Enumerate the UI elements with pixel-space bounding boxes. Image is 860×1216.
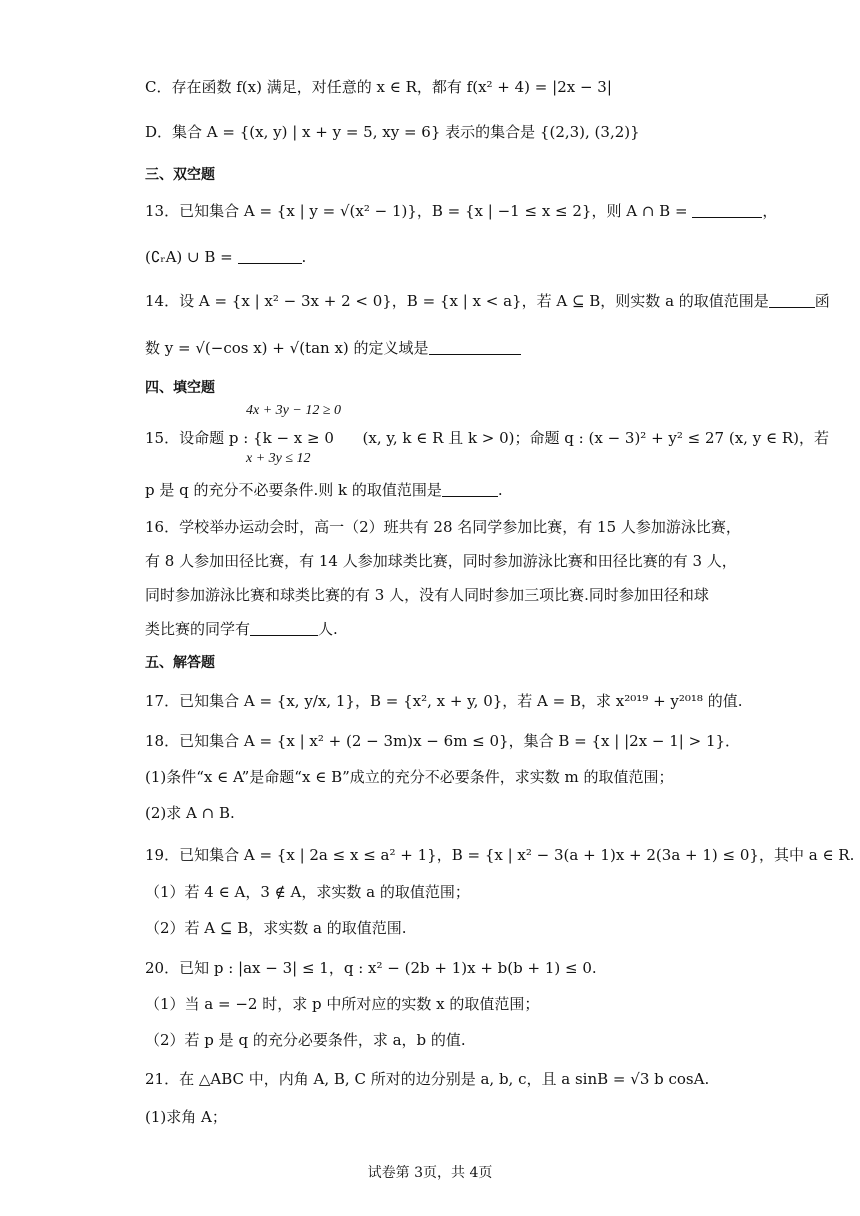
question-13-line-2 <box>145 246 306 268</box>
answer-blank <box>769 293 815 308</box>
answer-blank <box>692 203 762 218</box>
option-c: C．存在函数 f(x) 满足，对任意的 x ∈ R，都有 f(x² + 4) = |2x − 3| <box>145 78 612 96</box>
question-15-line-1 <box>145 427 829 449</box>
question-14-line-2 <box>145 337 521 359</box>
question-16-tail: 人. <box>318 620 338 638</box>
question-21-line-1: 21．在 △ABC 中，内角 A, B, C 所对的边分别是 a, b, c，且 a sinB = √3 b cosA. <box>145 1070 710 1088</box>
question-13-punct: ， <box>762 202 778 220</box>
system-line-3: x + 3y ≤ 12 <box>246 451 311 466</box>
question-13-text-2: (∁ᵣA) ∪ B = <box>145 248 238 266</box>
question-16-line-3: 同时参加游泳比赛和球类比赛的有 3 人，没有人同时参加三项比赛.同时参加田径和球 <box>145 586 709 604</box>
question-18-line-2: (1)条件“x ∈ A”是命题“x ∈ B”成立的充分不必要条件，求实数 m 的取值范围； <box>145 768 674 786</box>
answer-blank <box>238 249 302 264</box>
question-15-middle: (x, y, k ∈ R 且 k > 0)；命题 q : (x − 3)² + y² ≤ 27 (x, y ∈ R)，若 <box>362 429 829 447</box>
answer-blank <box>429 340 521 355</box>
question-20-line-2: （1）当 a = −2 时，求 p 中所对应的实数 x 的取值范围； <box>145 995 540 1013</box>
question-20-line-3: （2）若 p 是 q 的充分必要条件，求 a，b 的值. <box>145 1031 466 1049</box>
question-14-text: 14．设 A = {x | x² − 3x + 2 < 0}，B = {x | x < a}，若 A ⊆ B，则实数 a 的取值范围是 <box>145 292 769 310</box>
section-heading-5: 五、解答题 <box>145 655 215 671</box>
question-14-line-1 <box>145 290 830 312</box>
section-heading-4: 四、填空题 <box>145 380 215 396</box>
question-16-line-1: 16．学校举办运动会时，高一（2）班共有 28 名同学参加比赛，有 15 人参加游泳比赛， <box>145 518 741 536</box>
question-18-line-1: 18．已知集合 A = {x | x² + (2 − 3m)x − 6m ≤ 0}，集合 B = {x | |2x − 1| > 1}． <box>145 732 741 750</box>
question-13-punct-2: . <box>301 248 307 266</box>
question-14-text-2: 数 y = √(−cos x) + √(tan x) 的定义域是 <box>145 339 429 357</box>
question-14-tail: 函 <box>814 292 830 310</box>
question-15-line-2 <box>145 479 503 501</box>
question-16-line-4 <box>145 618 338 640</box>
question-15-prefix: 15．设命题 p : {k − x ≥ 0 <box>145 429 334 447</box>
question-16-text-4: 类比赛的同学有 <box>145 620 251 638</box>
question-13-text: 13．已知集合 A = {x | y = √(x² − 1)}，B = {x | −1 ≤ x ≤ 2}，则 A ∩ B = <box>145 202 693 220</box>
question-17: 17．已知集合 A = {x, y/x, 1}，B = {x², x + y, 0}，若 A = B，求 x²⁰¹⁹ + y²⁰¹⁸ 的值. <box>145 692 743 710</box>
question-19-line-3: （2）若 A ⊆ B，求实数 a 的取值范围. <box>145 919 407 937</box>
question-18-line-3: (2)求 A ∩ B. <box>145 804 235 822</box>
question-19-line-2: （1）若 4 ∈ A，3 ∉ A，求实数 a 的取值范围； <box>145 883 470 901</box>
section-heading-3: 三、双空题 <box>145 167 215 183</box>
question-16-line-2: 有 8 人参加田径比赛，有 14 人参加球类比赛，同时参加游泳比赛和田径比赛的有 3 人， <box>145 552 737 570</box>
answer-blank <box>442 482 498 497</box>
question-15-punct: . <box>497 481 503 499</box>
system-line-1: 4x + 3y − 12 ≥ 0 <box>246 403 342 418</box>
answer-blank <box>250 621 318 636</box>
question-20-line-1: 20．已知 p : |ax − 3| ≤ 1，q : x² − (2b + 1)x + b(b + 1) ≤ 0. <box>145 959 597 977</box>
option-d: D．集合 A = {(x, y) | x + y = 5, xy = 6} 表示的集合是 {(2,3), (3,2)} <box>145 123 640 141</box>
question-15-text-2: p 是 q 的充分不必要条件.则 k 的取值范围是 <box>145 481 442 499</box>
question-21-line-2: (1)求角 A； <box>145 1108 227 1126</box>
question-19-line-1: 19．已知集合 A = {x | 2a ≤ x ≤ a² + 1}，B = {x | x² − 3(a + 1)x + 2(3a + 1) ≤ 0}，其中 a ∈ R. <box>145 846 855 864</box>
page-footer: 试卷第 3页，共 4页 <box>367 1165 493 1181</box>
question-13-line-1 <box>145 200 777 222</box>
